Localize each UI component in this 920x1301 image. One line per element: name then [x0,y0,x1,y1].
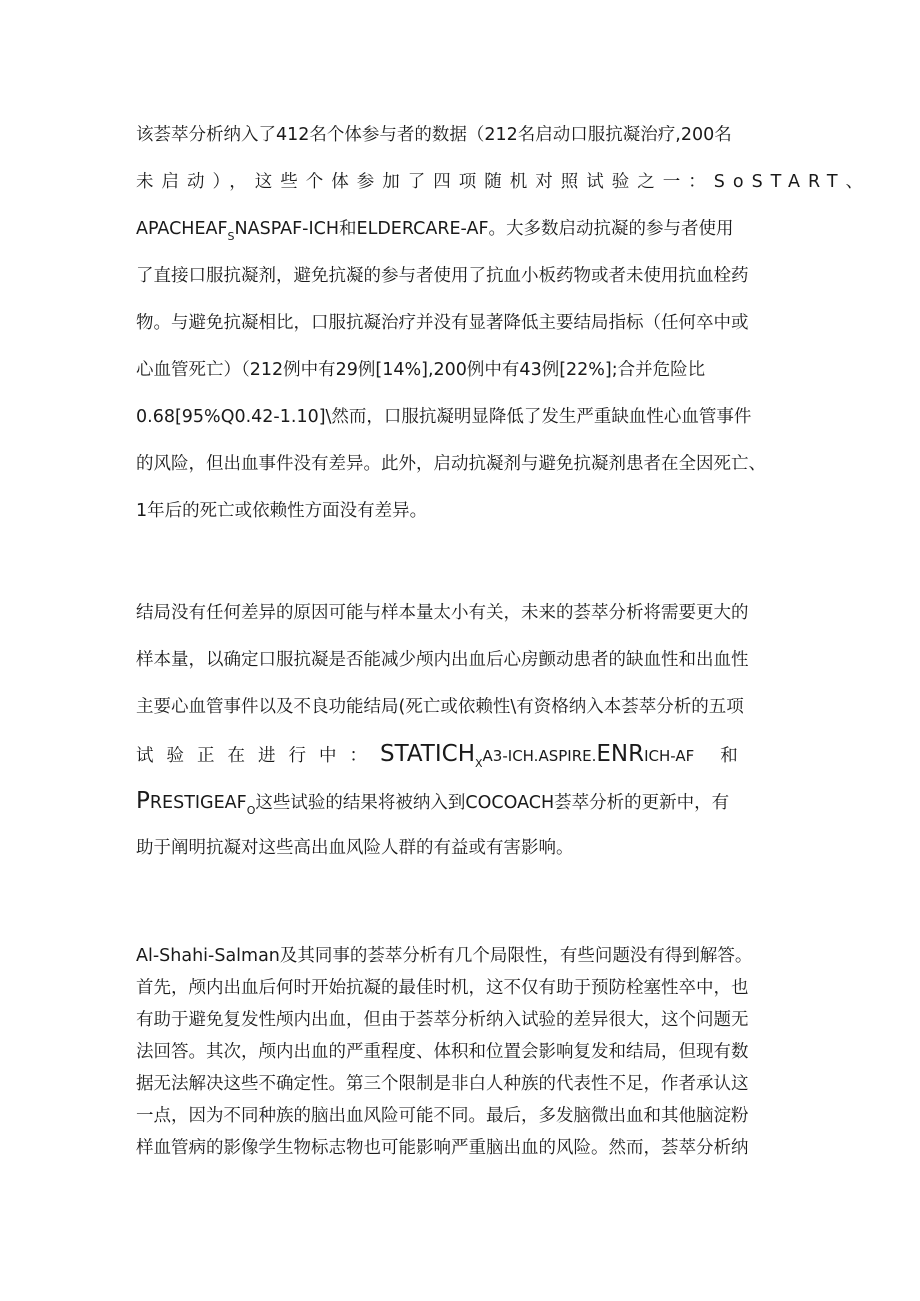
text-fragment: 试验正在进行中： [136,746,380,766]
subscript: O [246,804,256,817]
text-line: 样本量，以确定口服抗凝是否能减少颅内出血后心房颤动患者的缺血性和出血性 [136,650,749,670]
paragraph-2 [136,590,786,872]
text-fragment: A3-ICH.ASPIRE. [482,747,597,765]
text-line [136,731,786,778]
text-line: 0.68[95%Q0.42-1.10]\然而，口服抗凝明显降低了发生严重缺血性心血管事件 [136,407,752,427]
text-line: 该荟萃分析纳入了412名个体参与者的数据（212名启动口服抗凝治疗,200名 [136,125,732,145]
text-line: 物。与避免抗凝相比，口服抗凝治疗并没有显著降低主要结局指标（任何卒中或 [136,313,749,333]
text-line: 的风险，但出血事件没有差异。此外，启动抗凝剂与避免抗凝剂患者在全因死亡、 [136,454,766,474]
text-fragment: STATICH [380,741,475,767]
text-fragment: ICH-AF [644,747,695,765]
subscript: X [475,757,483,770]
text-fragment: NASPAF-ICH和ELDERCARE-AF。大多数启动抗凝的参与者使用 [234,219,734,239]
text-line: Al-Shahi-Salman及其同事的荟萃分析有几个局限性，有些问题没有得到解答。 [136,946,753,966]
text-fragment: RESTIGEAF [149,793,247,813]
text-line: 法回答。其次，颅内出血的严重程度、体积和位置会影响复发和结局，但现有数 [136,1042,749,1062]
text-line: 未启动），这些个体参加了四项随机对照试验之一：SoSTART、 [136,172,872,192]
text-fragment: APACHEAF [136,219,228,239]
text-line: 了直接口服抗凝剂，避免抗凝的参与者使用了抗血小板药物或者未使用抗血栓药 [136,266,749,286]
text-line [136,206,786,253]
text-line: 1年后的死亡或依赖性方面没有差异。 [136,501,428,521]
text-fragment: 和 [720,746,738,766]
text-line: 结局没有任何差异的原因可能与样本量太小有关，未来的荟萃分析将需要更大的 [136,603,749,623]
paragraph-1 [136,112,872,535]
text-line: 首先，颅内出血后何时开始抗凝的最佳时机，这不仅有助于预防栓塞性卒中，也 [136,978,749,998]
text-line [136,778,786,825]
text-line: 据无法解决这些不确定性。第三个限制是非白人种族的代表性不足，作者承认这 [136,1074,749,1094]
paragraph-3 [136,940,786,1164]
text-line: 有助于避免复发性颅内出血，但由于荟萃分析纳入试验的差异很大，这个问题无 [136,1010,749,1030]
text-fragment: P [136,788,150,814]
text-line: 心血管死亡）（212例中有29例[14%],200例中有43例[22%];合并危险比 [136,360,706,380]
text-line: 助于阐明抗凝对这些高出血风险人群的有益或有害影响。 [136,838,574,858]
text-line: 样血管病的影像学生物标志物也可能影响严重脑出血的风险。然而，荟萃分析纳 [136,1138,749,1158]
text-line: 一点，因为不同种族的脑出血风险可能不同。最后，多发脑微出血和其他脑淀粉 [136,1106,749,1126]
text-fragment: ENR [596,741,645,767]
subscript: S [227,230,235,243]
text-fragment: 这些试验的结果将被纳入到COCOACH荟萃分析的更新中，有 [255,793,730,813]
text-line: 主要心血管事件以及不良功能结局(死亡或依赖性\有资格纳入本荟萃分析的五项 [136,697,744,717]
